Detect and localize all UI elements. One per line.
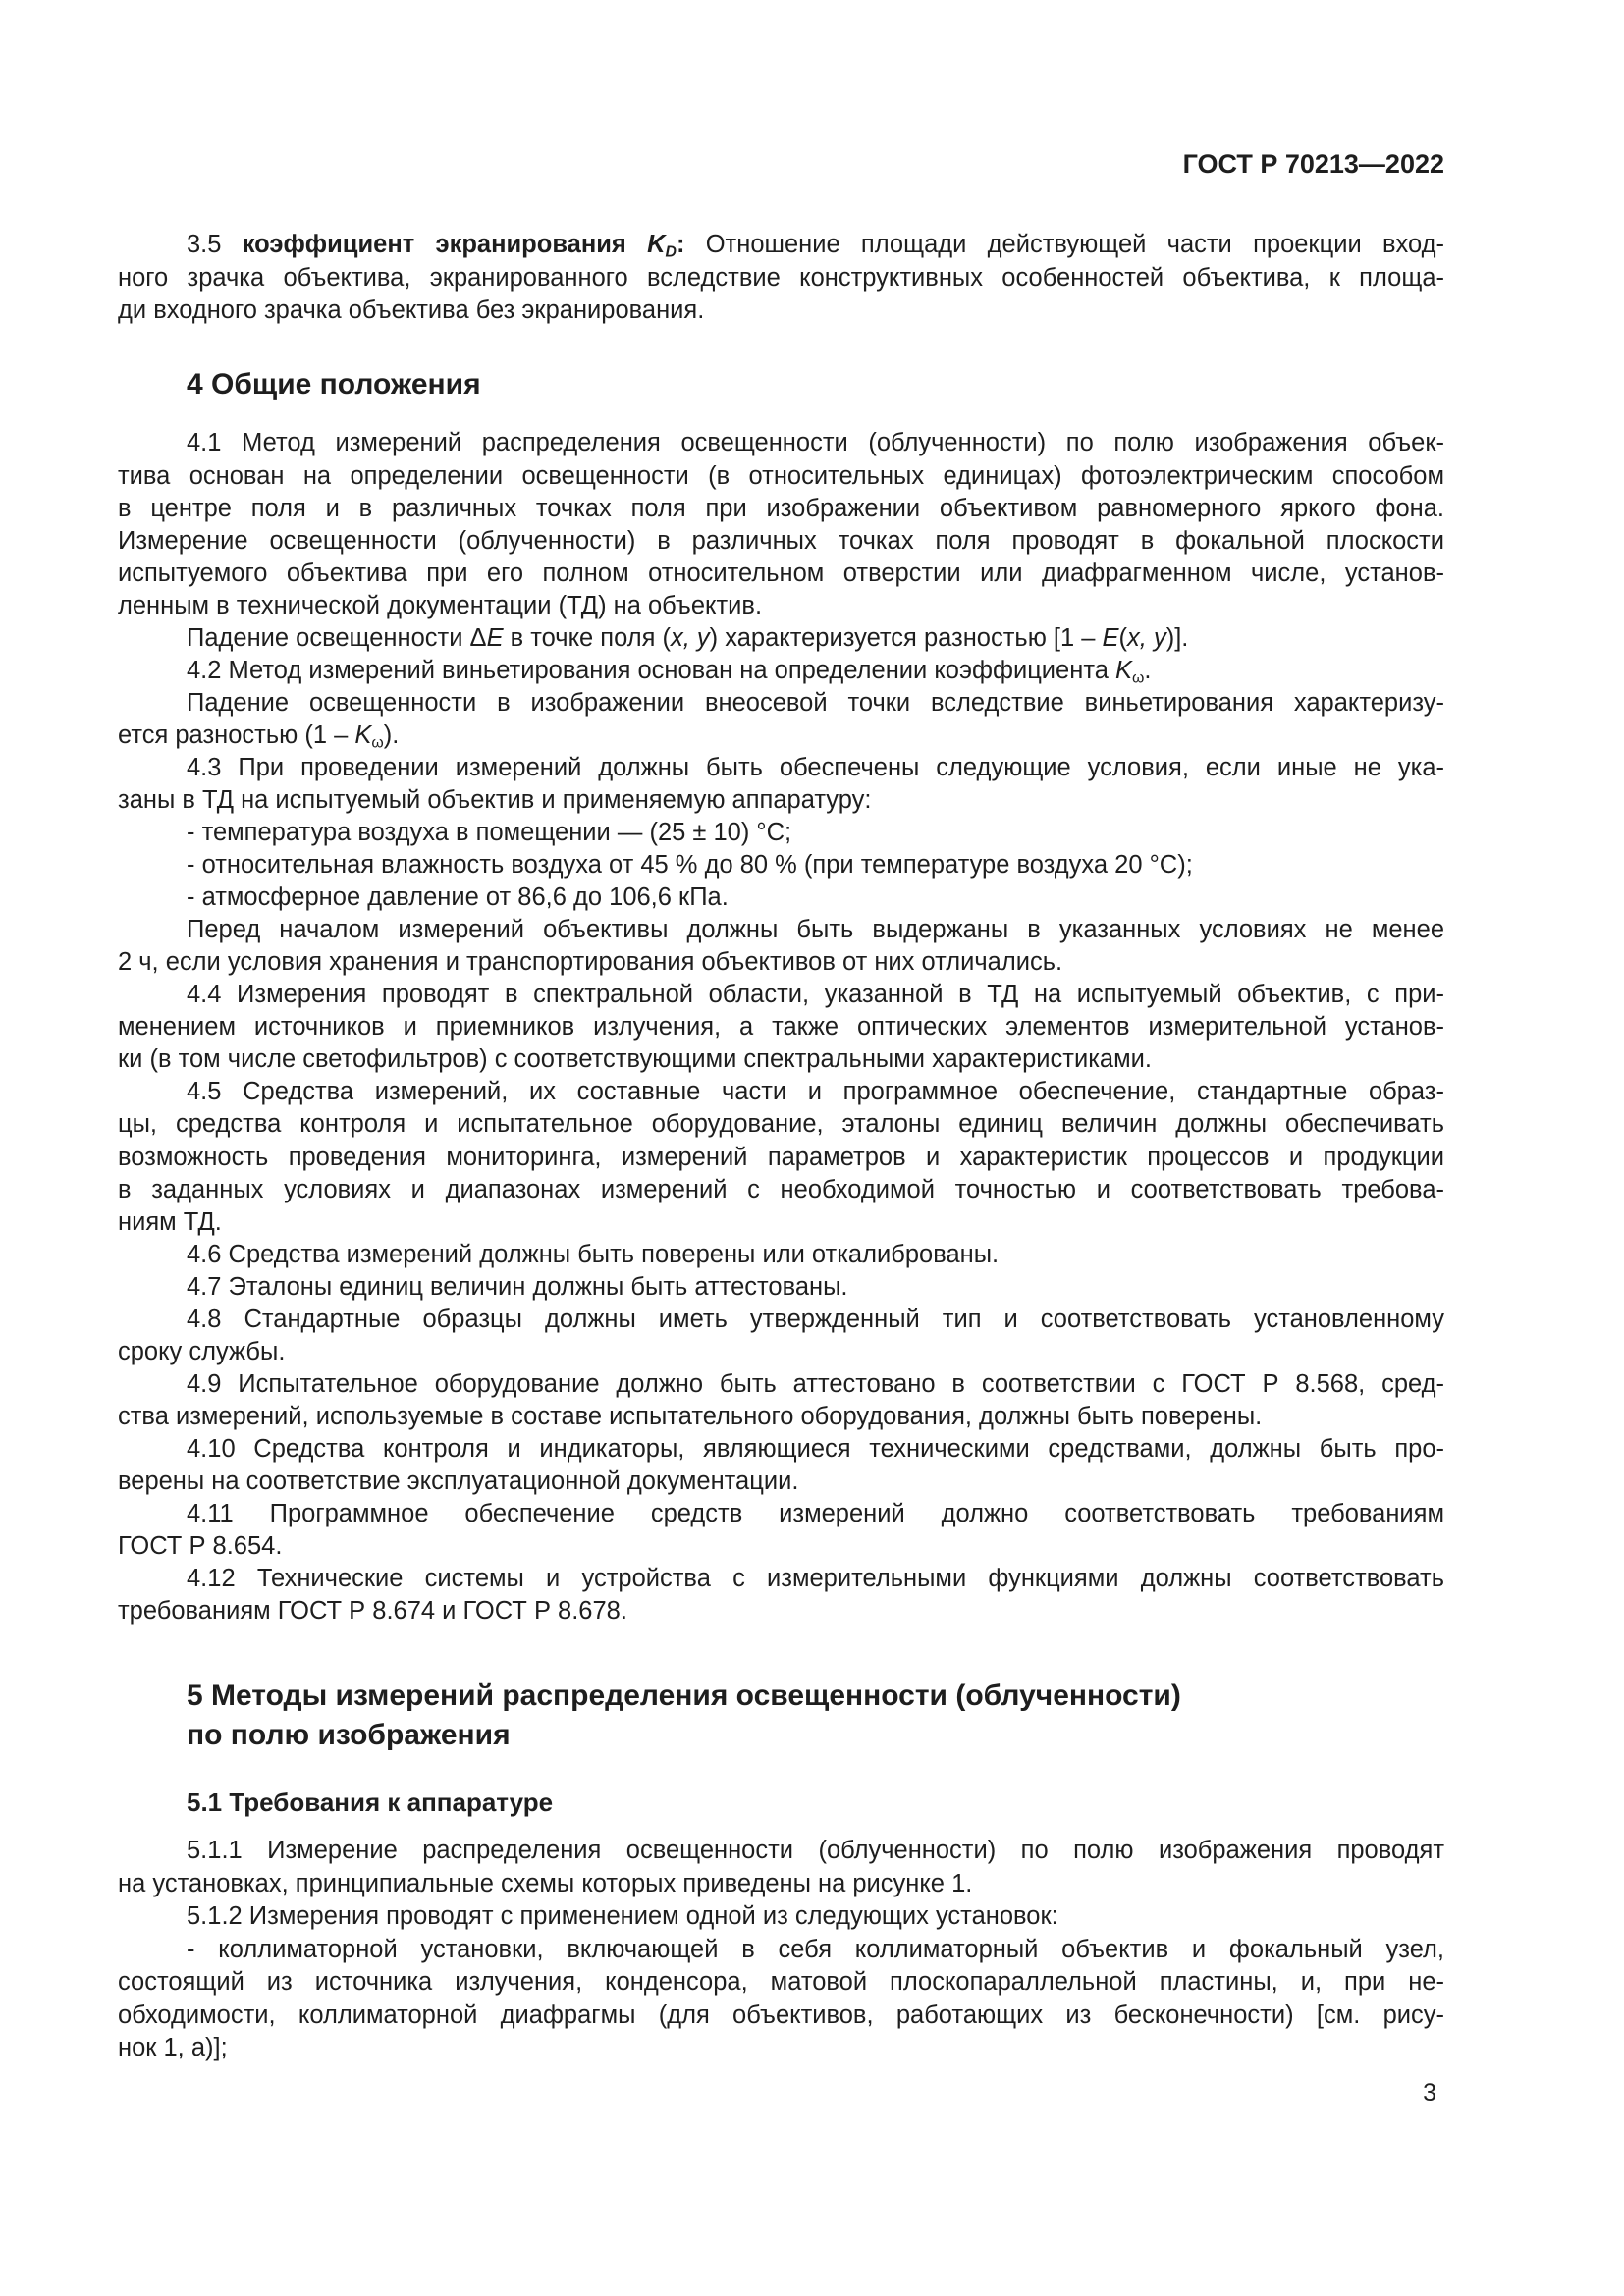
text-run: 4.12 Технические системы и устройства с измерительными функциями должны соответствовать bbox=[187, 1565, 1444, 1593]
paragraph bbox=[118, 1433, 1444, 1498]
text-run: Падение освещенности в изображении внеосевой точки вследствие виньетирования характеризу- bbox=[187, 688, 1444, 717]
text-line bbox=[118, 460, 1444, 493]
text-run: сроку службы. bbox=[118, 1337, 286, 1365]
subscript: ω bbox=[371, 734, 384, 752]
text-run: ленным в технической документации (ТД) на объектив. bbox=[118, 591, 763, 619]
subscript: D bbox=[665, 244, 677, 262]
text-line bbox=[118, 558, 1444, 590]
text-line bbox=[118, 1466, 1444, 1498]
text-line bbox=[118, 590, 1444, 622]
paragraph bbox=[118, 979, 1444, 1076]
paragraph bbox=[118, 1498, 1444, 1563]
formatted-run: E bbox=[1102, 623, 1119, 652]
text-run: цы, средства контроля и испытательное оборудование, эталоны единиц величин должны обеспечивать bbox=[118, 1110, 1444, 1139]
section-4-heading: 4 Общие положения bbox=[187, 368, 481, 400]
text-line bbox=[118, 493, 1444, 525]
text-line bbox=[118, 622, 1444, 655]
text-run: . bbox=[1144, 656, 1152, 684]
document-code-header: ГОСТ Р 70213—2022 bbox=[1182, 149, 1444, 179]
clause-3-5 bbox=[118, 229, 1444, 327]
formatted-run: коэффициент экранирования bbox=[242, 231, 648, 259]
text-line bbox=[118, 1498, 1444, 1530]
text-run: 4.1 Метод измерений распределения освещенности (облученности) по полю изображения объек- bbox=[187, 429, 1444, 457]
paragraph bbox=[118, 655, 1444, 687]
text-run: 4.2 Метод измерений виньетирования основан на определении коэффициента bbox=[187, 656, 1115, 684]
text-run: на установках, принципиальные схемы которых приведены на рисунке 1. bbox=[118, 1869, 973, 1897]
text-run: 2 ч, если условия хранения и транспортирования объективов от них отличались. bbox=[118, 948, 1063, 977]
text-run: 4.11 Программное обеспечение средств измерений должно соответствовать требованиям bbox=[187, 1500, 1444, 1528]
text-run: менением источников и приемников излучения, а также оптических элементов измерительной установ- bbox=[118, 1013, 1444, 1041]
text-line bbox=[118, 1868, 1444, 1901]
paragraph bbox=[118, 1563, 1444, 1628]
text-line bbox=[118, 1239, 1444, 1271]
text-run: Перед началом измерений объективы должны быть выдержаны в указанных условиях не менее bbox=[187, 916, 1444, 944]
text-run: 4.5 Средства измерений, их составные части и программное обеспечение, стандартные образ- bbox=[187, 1078, 1444, 1106]
section-5-heading-line-2: по полю изображения bbox=[187, 1719, 511, 1751]
paragraph bbox=[118, 849, 1444, 881]
text-line bbox=[118, 1206, 1444, 1239]
text-line bbox=[118, 1835, 1444, 1868]
text-line bbox=[118, 849, 1444, 881]
text-run: ства измерений, используемые в составе испытательного оборудования, должны быть поверены. bbox=[118, 1402, 1263, 1430]
text-line bbox=[118, 1433, 1444, 1466]
text-line bbox=[118, 1900, 1444, 1934]
text-run: 3.5 bbox=[187, 231, 243, 259]
text-run: )]. bbox=[1165, 623, 1189, 652]
text-line bbox=[118, 1011, 1444, 1043]
text-line bbox=[118, 1563, 1444, 1595]
paragraph bbox=[118, 1934, 1444, 2065]
text-run: состоящий из источника излучения, конденсора, матовой плоскопараллельной пластины, и, при не- bbox=[118, 1968, 1444, 1997]
text-line bbox=[118, 1595, 1444, 1628]
text-run: 4.3 При проведении измерений должны быть обеспечены следующие условия, если иные не ука- bbox=[187, 753, 1444, 781]
text-line bbox=[118, 784, 1444, 817]
text-run: ется разностью (1 – bbox=[118, 721, 355, 749]
text-line bbox=[118, 1966, 1444, 2000]
text-run: - температура воздуха в помещении — (25 ± 10) °С; bbox=[187, 819, 792, 847]
text-run: ) характеризуется разностью [1 – bbox=[709, 623, 1103, 652]
paragraph bbox=[118, 1304, 1444, 1368]
text-run: 4.10 Средства контроля и индикаторы, являющиеся техническими средствами, должны быть про- bbox=[187, 1434, 1444, 1463]
text-run: ниям ТД. bbox=[118, 1207, 222, 1236]
formatted-run: E bbox=[486, 623, 504, 652]
paragraph bbox=[118, 1368, 1444, 1433]
text-line bbox=[118, 752, 1444, 784]
text-run: 5.1.2 Измерения проводят с применением одной из следующих установок: bbox=[187, 1902, 1058, 1931]
text-line bbox=[118, 229, 1444, 261]
text-run: в точке поля ( bbox=[503, 623, 671, 652]
text-line bbox=[118, 946, 1444, 979]
text-run: ного зрачка объектива, экранированного вследствие конструктивных особенностей объектива, к площа- bbox=[118, 263, 1444, 292]
text-line bbox=[118, 720, 1444, 752]
formatted-run: : bbox=[676, 231, 685, 259]
text-run: 4.7 Эталоны единиц величин должны быть аттестованы. bbox=[187, 1272, 848, 1301]
text-run: заны в ТД на испытуемый объектив и применяемую аппаратуру: bbox=[118, 785, 872, 814]
paragraph bbox=[118, 752, 1444, 817]
paragraph bbox=[118, 687, 1444, 752]
text-line bbox=[118, 1530, 1444, 1563]
text-line bbox=[118, 525, 1444, 558]
paragraph bbox=[118, 914, 1444, 979]
paragraph bbox=[118, 881, 1444, 914]
paragraph bbox=[118, 622, 1444, 655]
paragraph bbox=[118, 1239, 1444, 1271]
page-number: 3 bbox=[1423, 2079, 1436, 2107]
text-line bbox=[118, 1142, 1444, 1174]
text-run: нок 1, а)]; bbox=[118, 2034, 228, 2062]
subsection-5-1-body bbox=[118, 1835, 1444, 2065]
text-run: требованиям ГОСТ Р 8.674 и ГОСТ Р 8.678. bbox=[118, 1597, 627, 1626]
subsection-5-1-heading: 5.1 Требования к аппаратуре bbox=[187, 1788, 554, 1817]
paragraph bbox=[118, 427, 1444, 621]
paragraph bbox=[118, 229, 1444, 327]
text-line bbox=[118, 687, 1444, 720]
text-line bbox=[118, 294, 1444, 327]
text-run: ( bbox=[1118, 623, 1128, 652]
subscript: ω bbox=[1132, 669, 1145, 687]
formatted-run: K bbox=[354, 721, 372, 749]
text-run: тива основан на определении освещенности (в относительных единицах) фотоэлектрическим способом bbox=[118, 461, 1444, 490]
section-5-heading-line-1: 5 Методы измерений распределения освещенности (облученности) bbox=[187, 1680, 1181, 1712]
text-run: в центре поля и в различных точках поля при изображении объективом равномерного яркого фона. bbox=[118, 494, 1444, 522]
text-line bbox=[118, 427, 1444, 459]
section-4-body bbox=[118, 427, 1444, 1628]
text-line bbox=[118, 979, 1444, 1011]
text-run: 4.4 Измерения проводят в спектральной области, указанной в ТД на испытуемый объектив, с при- bbox=[187, 981, 1444, 1009]
text-line bbox=[118, 1108, 1444, 1141]
text-run: ). bbox=[383, 721, 400, 749]
text-run: ки (в том числе светофильтров) с соответствующими спектральными характеристиками. bbox=[118, 1045, 1152, 1074]
text-line bbox=[118, 1076, 1444, 1108]
paragraph bbox=[118, 1271, 1444, 1304]
text-line bbox=[118, 655, 1444, 687]
text-run: Падение освещенности Δ bbox=[187, 623, 487, 652]
text-line bbox=[118, 914, 1444, 946]
text-run: Измерение освещенности (облученности) в различных точках поля проводят в фокальной плоскости bbox=[118, 526, 1444, 555]
text-line bbox=[118, 1174, 1444, 1206]
text-line bbox=[118, 1304, 1444, 1336]
formatted-run: x, y bbox=[1127, 623, 1166, 652]
text-line bbox=[118, 2000, 1444, 2033]
text-line bbox=[118, 881, 1444, 914]
text-line bbox=[118, 1368, 1444, 1401]
text-run: 4.9 Испытательное оборудование должно быть аттестовано в соответствии с ГОСТ Р 8.568, сред- bbox=[187, 1369, 1444, 1398]
text-run: ГОСТ Р 8.654. bbox=[118, 1532, 283, 1561]
text-line bbox=[118, 1336, 1444, 1368]
paragraph bbox=[118, 1835, 1444, 1900]
text-run: возможность проведения мониторинга, измерений параметров и характеристик процессов и продукции bbox=[118, 1143, 1444, 1171]
text-run: в заданных условиях и диапазонах измерений с необходимой точностью и соответствовать требова- bbox=[118, 1175, 1444, 1203]
text-run: обходимости, коллиматорной диафрагмы (для объективов, работающих из бесконечности) [см. рису- bbox=[118, 2001, 1444, 2029]
text-run: - коллиматорной установки, включающей в себя коллиматорный объектив и фокальный узел, bbox=[187, 1935, 1444, 1963]
text-run: 4.6 Средства измерений должны быть поверены или откалиброваны. bbox=[187, 1240, 1000, 1268]
text-line bbox=[118, 262, 1444, 294]
text-run: Отношение площади действующей части проекции вход- bbox=[684, 231, 1444, 259]
text-run: 5.1.1 Измерение распределения освещенности (облученности) по полю изображения проводят bbox=[187, 1837, 1444, 1865]
text-run: 4.8 Стандартные образцы должны иметь утвержденный тип и соответствовать установленному bbox=[187, 1305, 1444, 1333]
formatted-run: x, y bbox=[671, 623, 710, 652]
text-line bbox=[118, 1401, 1444, 1433]
text-run: - относительная влажность воздуха от 45 % до 80 % (при температуре воздуха 20 °С); bbox=[187, 851, 1193, 880]
text-run: - атмосферное давление от 86,6 до 106,6 кПа. bbox=[187, 883, 729, 912]
formatted-run: K bbox=[1114, 656, 1132, 684]
text-run: верены на соответствие эксплуатационной документации. bbox=[118, 1467, 799, 1495]
paragraph bbox=[118, 1076, 1444, 1238]
text-line bbox=[118, 2032, 1444, 2065]
text-line bbox=[118, 1043, 1444, 1076]
paragraph bbox=[118, 817, 1444, 849]
text-run: ди входного зрачка объектива без экранирования. bbox=[118, 296, 705, 325]
text-line bbox=[118, 817, 1444, 849]
formatted-run: K bbox=[647, 231, 666, 259]
paragraph bbox=[118, 1900, 1444, 1934]
text-line bbox=[118, 1271, 1444, 1304]
text-run: испытуемого объектива при его полном относительном отверстии или диафрагменном числе, установ- bbox=[118, 559, 1444, 587]
text-line bbox=[118, 1934, 1444, 1967]
